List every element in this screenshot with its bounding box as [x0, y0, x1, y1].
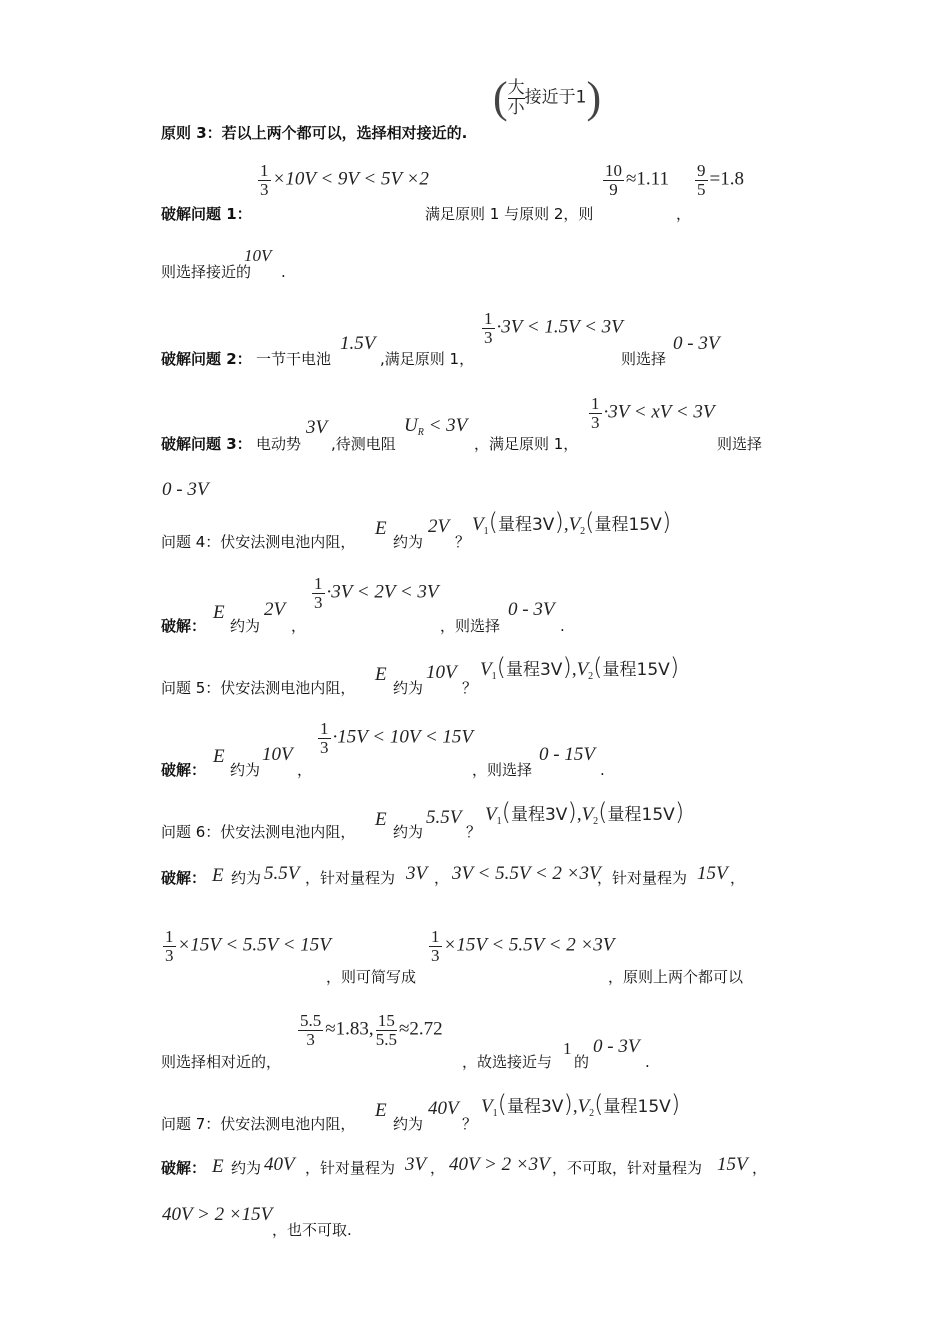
- q6-sol-range2: 15V: [697, 863, 728, 884]
- q1-line2: 则选择接近的: [161, 263, 252, 281]
- q6-sol-voltage: 5.5V: [264, 863, 300, 884]
- q1-inequality: $\frac{1}{3}$ ×10V < 9V < 5V ×2: [260, 161, 429, 199]
- q4-sol-inequality: $\frac{1}{3}$ ·3V < 2V < 3V: [314, 574, 439, 612]
- q6-l3-range: 0 - 3V: [593, 1036, 640, 1057]
- header-formula-text: 接近于1: [524, 87, 587, 108]
- q6-voltage: 5.5V: [426, 807, 462, 828]
- q4-ranges: $V_1$(量程$3V),V_2$(量程15V): [472, 508, 672, 537]
- q6-l3-text3: 的: [574, 1053, 590, 1071]
- q5-e: E: [375, 664, 387, 685]
- q7-sol-text3: ，不可取，针对量程为: [552, 1159, 703, 1177]
- q6-question: ？: [466, 823, 482, 841]
- q3-ur: $U_R < 3V$: [404, 415, 468, 438]
- q7-sol-comma1: ，: [430, 1159, 446, 1177]
- q2-text1: 一节干电池: [256, 350, 332, 368]
- q6-l2-inequality: $\frac{1}{3}$ ×15V < 5.5V < 15V: [165, 927, 331, 965]
- q1-comma: ，: [676, 205, 692, 223]
- q7-ranges: $V_1$(量程$3V),V_2$(量程15V): [481, 1090, 681, 1119]
- q7-question: ？: [462, 1115, 478, 1133]
- q6-l3-text1: 则选择相对近的，: [161, 1053, 282, 1071]
- q5-voltage: 10V: [426, 662, 457, 683]
- q2-range: 0 - 3V: [673, 333, 720, 354]
- q6-l3-one: 1: [563, 1039, 572, 1058]
- q3-label: 破解问题 3：: [161, 435, 252, 453]
- q6-l2-inequality2: $\frac{1}{3}$ ×15V < 5.5V < 2 ×3V: [431, 927, 615, 965]
- q3-voltage: 3V: [306, 417, 328, 438]
- q7-voltage: 40V: [428, 1098, 459, 1119]
- q4-sol-label: 破解：: [161, 617, 207, 635]
- q5-text1: 约为: [393, 679, 424, 697]
- q3-inequality: $\frac{1}{3}$ ·3V < xV < 3V: [591, 394, 715, 432]
- q7-text1: 约为: [393, 1115, 424, 1133]
- q5-sol-text2: ，则选择: [472, 761, 533, 779]
- principle3: 原则 3：若以上两个都可以，选择相对接近的.: [161, 124, 468, 142]
- q5-sol-label: 破解：: [161, 761, 207, 779]
- q2-voltage: 1.5V: [340, 333, 376, 354]
- q1-end: .: [281, 263, 286, 281]
- q2-label: 破解问题 2：: [161, 350, 252, 368]
- q4-label: 问题 4：伏安法测电池内阻，: [161, 533, 356, 551]
- q7-l2-text: ，也不可取.: [272, 1221, 352, 1239]
- q3-text3: ，满足原则 1，: [474, 435, 579, 453]
- q6-l3-text2: ，故选接近与: [462, 1053, 553, 1071]
- q5-question: ？: [462, 679, 478, 697]
- header-formula: [493, 73, 602, 122]
- q2-text2: ,满足原则 1，: [380, 350, 475, 368]
- q6-sol-ineq1: 3V < 5.5V < 2 ×3V: [452, 863, 601, 884]
- q4-sol-text2: ，则选择: [440, 617, 501, 635]
- q5-sol-text1: 约为: [230, 761, 261, 779]
- q7-sol-label: 破解：: [161, 1159, 207, 1177]
- q6-ranges: $V_1$(量程$3V),V_2$(量程15V): [485, 798, 685, 827]
- q1-label: 破解问题 1：: [161, 205, 252, 223]
- q6-text1: 约为: [393, 823, 424, 841]
- q7-sol-e: E: [212, 1156, 224, 1177]
- q7-l2-ineq: 40V > 2 ×15V: [162, 1204, 273, 1225]
- q7-sol-range2: 15V: [717, 1154, 748, 1175]
- q7-sol-comma2: ，: [752, 1159, 768, 1177]
- q5-sol-e: E: [213, 746, 225, 767]
- q7-sol-range1: 3V: [405, 1154, 427, 1175]
- q2-inequality: $\frac{1}{3}$ ·3V < 1.5V < 3V: [484, 309, 623, 347]
- q6-sol-label: 破解：: [161, 869, 207, 887]
- q5-sol-end: .: [600, 761, 605, 779]
- q6-l3-ratios: $\frac{5.5}{3}$ ≈1.83, $\frac{15}{5.5}$ ≈2.72: [300, 1011, 443, 1049]
- q4-voltage: 2V: [428, 516, 450, 537]
- q6-sol-text3: ，针对量程为: [597, 869, 688, 887]
- q7-e: E: [375, 1100, 387, 1121]
- q6-sol-text2: ，针对量程为: [305, 869, 396, 887]
- q6-sol-range1: 3V: [406, 863, 428, 884]
- q4-sol-comma: ，: [291, 617, 307, 635]
- q6-sol-e: E: [212, 865, 224, 886]
- q4-sol-text1: 约为: [230, 617, 261, 635]
- q6-sol-comma1: ，: [434, 869, 450, 887]
- q6-sol-text1: 约为: [231, 869, 262, 887]
- q6-l2-text2: ，原则上两个都可以: [608, 968, 744, 986]
- q4-sol-end: .: [560, 617, 565, 635]
- q3-text1: 电动势: [256, 435, 302, 453]
- q6-label: 问题 6：伏安法测电池内阻，: [161, 823, 356, 841]
- q6-e: E: [375, 809, 387, 830]
- q6-l2-text1: ，则可简写成: [326, 968, 417, 986]
- q1-value: 10V: [244, 246, 272, 265]
- q4-sol-voltage: 2V: [264, 599, 286, 620]
- q1-mid-text: 满足原则 1 与原则 2，则: [425, 205, 594, 223]
- q5-sol-inequality: $\frac{1}{3}$ ·15V < 10V < 15V: [320, 719, 474, 757]
- q7-sol-text1: 约为: [231, 1159, 262, 1177]
- q5-sol-voltage: 10V: [262, 744, 293, 765]
- q5-sol-range: 0 - 15V: [539, 744, 595, 765]
- q3-text4: 则选择: [717, 435, 763, 453]
- q4-e: E: [375, 518, 387, 539]
- q6-sol-comma2: ，: [730, 869, 746, 887]
- fraction: $\frac{1}{3}$: [260, 161, 269, 199]
- q7-sol-ineq1: 40V > 2 ×3V: [449, 1154, 550, 1175]
- q4-sol-e: E: [213, 602, 225, 623]
- q2-text3: 则选择: [621, 350, 667, 368]
- q7-sol-voltage: 40V: [264, 1154, 295, 1175]
- q4-sol-range: 0 - 3V: [508, 599, 555, 620]
- q1-ratio1: $\frac{10}{9}$ ≈1.11: [605, 161, 669, 199]
- q3-text2: ,待测电阻: [331, 435, 396, 453]
- q5-label: 问题 5：伏安法测电池内阻，: [161, 679, 356, 697]
- q7-sol-text2: ，针对量程为: [305, 1159, 396, 1177]
- q5-sol-comma: ，: [297, 761, 313, 779]
- q3-range: 0 - 3V: [162, 479, 209, 500]
- q6-l3-end: .: [645, 1053, 650, 1071]
- q1-ratio2: $\frac{9}{5}$ =1.8: [697, 161, 744, 199]
- left-paren: (: [493, 73, 508, 122]
- right-paren: ): [586, 73, 602, 122]
- q5-ranges: $V_1$(量程$3V),V_2$(量程15V): [480, 653, 680, 682]
- q4-text1: 约为: [393, 533, 424, 551]
- q7-label: 问题 7：伏安法测电池内阻，: [161, 1115, 356, 1133]
- q4-question: ？: [455, 533, 471, 551]
- ratio-stack: 大 小: [507, 77, 525, 118]
